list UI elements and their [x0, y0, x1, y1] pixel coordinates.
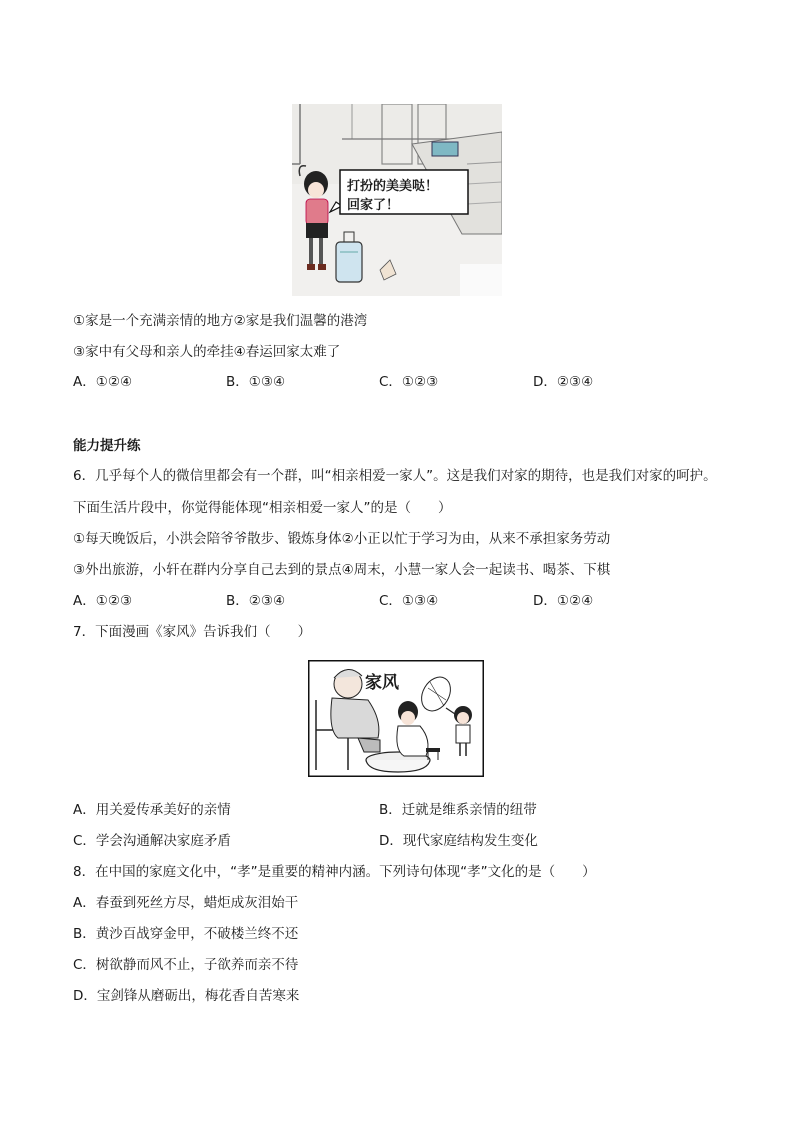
q7-option-d[interactable]: D．现代家庭结构发生变化: [379, 833, 538, 849]
q5-option-b[interactable]: B．①③④: [226, 374, 286, 390]
q6-option-c[interactable]: C．①③④: [379, 593, 439, 609]
comic-going-home: [292, 104, 502, 296]
q8-stem: 8．在中国的家庭文化中，“孝”是重要的精神内涵。下列诗句体现“孝”文化的是（ ）: [73, 864, 596, 880]
q5-option-d[interactable]: D．②③④: [533, 374, 594, 390]
q6-option-b[interactable]: B．②③④: [226, 593, 286, 609]
q7-stem: 7．下面漫画《家风》告诉我们（ ）: [73, 624, 312, 640]
q5-option-c[interactable]: C．①②③: [379, 374, 439, 390]
speech-bubble-line2: 回家了！: [347, 198, 400, 213]
speech-bubble-line1: 打扮的美美哒！: [347, 179, 439, 194]
q8-option-c[interactable]: C．树欲静而风不止，子欲养而亲不待: [73, 957, 299, 973]
q8-option-d[interactable]: D．宝剑锋从磨砺出，梅花香自苦寒来: [73, 988, 300, 1004]
q5-statement-2: ③家中有父母和亲人的牵挂④春运回家太难了: [73, 344, 341, 360]
q7-option-a[interactable]: A．用关爱传承美好的亲情: [73, 802, 231, 818]
q5-statement-1: ①家是一个充满亲情的地方②家是我们温馨的港湾: [73, 313, 368, 329]
q6-stem-line2: 下面生活片段中，你觉得能体现“相亲相爱一家人”的是（ ）: [73, 500, 452, 516]
q8-option-b[interactable]: B．黄沙百战穿金甲，不破楼兰终不还: [73, 926, 299, 942]
q6-statement-1: ①每天晚饭后，小洪会陪爷爷散步、锻炼身体②小正以忙于学习为由，从来不承担家务劳动: [73, 531, 611, 547]
q6-stem-line1: 6．几乎每个人的微信里都会有一个群，叫“相亲相爱一家人”。这是我们对家的期待，也是我们对家的呵护。: [73, 468, 717, 484]
q5-option-a[interactable]: A．①②④: [73, 374, 133, 390]
comic-family-tradition: [308, 660, 484, 777]
comic-title: 家风: [365, 673, 399, 693]
q7-option-b[interactable]: B．迁就是维系亲情的纽带: [379, 802, 537, 818]
q6-option-a[interactable]: A．①②③: [73, 593, 133, 609]
q6-option-d[interactable]: D．①②④: [533, 593, 594, 609]
section-title: 能力提升练: [73, 438, 141, 454]
q8-option-a[interactable]: A．春蚕到死丝方尽，蜡炬成灰泪始干: [73, 895, 299, 911]
q7-option-c[interactable]: C．学会沟通解决家庭矛盾: [73, 833, 231, 849]
q6-statement-2: ③外出旅游，小轩在群内分享自己去到的景点④周末，小慧一家人会一起读书、喝茶、下棋: [73, 562, 611, 578]
